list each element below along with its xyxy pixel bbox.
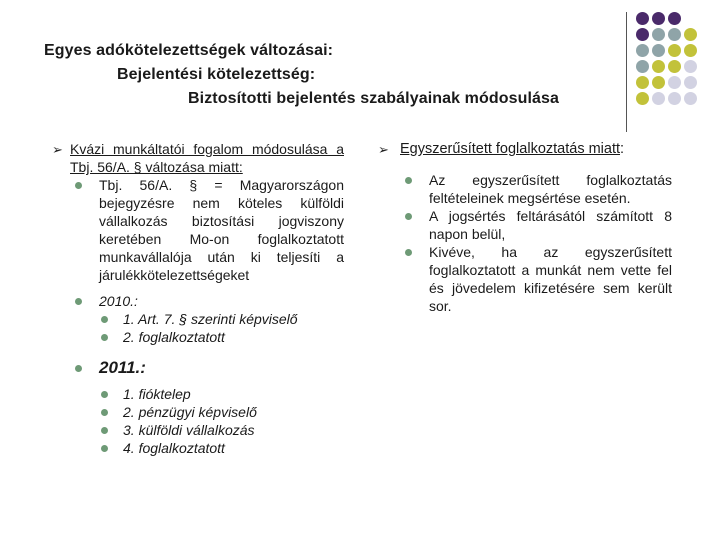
list-item <box>70 357 344 457</box>
bullet-icon <box>101 445 108 452</box>
right-heading-suffix: : <box>620 141 625 157</box>
left-bullet <box>52 140 344 457</box>
decorative-dot <box>668 92 681 105</box>
item-2011: 4. foglalkoztatott <box>123 440 225 456</box>
bullet-icon <box>101 409 108 416</box>
decorative-dot <box>668 28 681 41</box>
decorative-dot <box>684 44 697 57</box>
bullet-icon <box>101 316 108 323</box>
bullet-icon <box>75 365 82 372</box>
decorative-divider <box>626 12 627 132</box>
item-2011: 3. külföldi vállalkozás <box>123 422 255 438</box>
decorative-dot <box>636 44 649 57</box>
bullet-icon <box>101 334 108 341</box>
list-item <box>99 439 344 457</box>
right-item: Kivéve, ha az egyszerűsített foglalkoztatott a munkát nem vette fel és jövedelem kifizetésére sem került sor. <box>429 244 672 314</box>
decorative-dot <box>636 28 649 41</box>
arrow-bullet-icon: ➢ <box>378 142 389 157</box>
list-item <box>70 176 344 284</box>
decorative-dot <box>684 76 697 89</box>
title-line-2: Bejelentési kötelezettség: <box>117 66 316 83</box>
bullet-icon <box>405 213 412 220</box>
decorative-dot <box>652 28 665 41</box>
right-bullet <box>378 140 672 315</box>
list-item <box>99 310 344 328</box>
decorative-dot <box>668 60 681 73</box>
bullet-icon <box>101 427 108 434</box>
list-item <box>99 328 344 346</box>
decorative-dot <box>684 60 697 73</box>
list-item <box>99 385 344 403</box>
list-item <box>400 207 672 243</box>
decorative-dot <box>652 44 665 57</box>
bullet-icon <box>405 177 412 184</box>
bullet-icon <box>75 298 82 305</box>
item-2011: 2. pénzügyi képviselő <box>123 404 257 420</box>
decorative-dot <box>668 76 681 89</box>
bullet-icon <box>405 249 412 256</box>
arrow-bullet-icon: ➢ <box>52 142 63 157</box>
title-line-1: Egyes adókötelezettségek változásai: <box>44 42 334 59</box>
item-2011: 1. fióktelep <box>123 386 191 402</box>
title-line-3: Biztosítotti bejelentés szabályainak módosulása <box>188 90 560 107</box>
decorative-dot <box>652 92 665 105</box>
decorative-dot <box>636 12 649 25</box>
decorative-dot <box>652 12 665 25</box>
left-intro: Kvázi munkáltatói fogalom módosulása a Tbj. 56/A. § változása miatt: <box>70 141 344 175</box>
decorative-dot <box>668 44 681 57</box>
year-2010-label: 2010.: <box>99 293 138 309</box>
list-item <box>400 243 672 315</box>
decorative-dot <box>636 76 649 89</box>
decorative-dot <box>652 76 665 89</box>
decorative-dot <box>636 60 649 73</box>
list-item <box>70 292 344 346</box>
year-2011-label: 2011.: <box>99 358 146 377</box>
bullet-icon <box>75 182 82 189</box>
bullet-icon <box>101 391 108 398</box>
right-column <box>378 140 672 315</box>
decorative-dot <box>684 28 697 41</box>
right-item: Az egyszerűsített foglalkoztatás feltételeinek megsértése esetén. <box>429 172 672 206</box>
list-item <box>400 171 672 207</box>
item-2010: 1. Art. 7. § szerinti képviselő <box>123 311 298 327</box>
right-heading <box>400 140 672 158</box>
right-heading-text: Egyszerűsített foglalkoztatás miatt <box>400 141 621 157</box>
tbj-definition: Tbj. 56/A. § = Magyarországon bejegyzésre nem köteles külföldi vállalkozás biztosítási jogviszony keretében Mo-on foglalkoztatott munkavállalója után ki teljesíti a járulékkötelezettségeket <box>99 177 344 283</box>
decorative-dot <box>668 12 681 25</box>
list-item <box>99 421 344 439</box>
decorative-dot <box>684 92 697 105</box>
decorative-dot <box>636 92 649 105</box>
right-item: A jogsértés feltárásától számított 8 napon belül, <box>429 208 672 242</box>
list-item <box>99 403 344 421</box>
item-2010: 2. foglalkoztatott <box>123 329 225 345</box>
left-column <box>52 140 344 457</box>
decorative-dot <box>652 60 665 73</box>
